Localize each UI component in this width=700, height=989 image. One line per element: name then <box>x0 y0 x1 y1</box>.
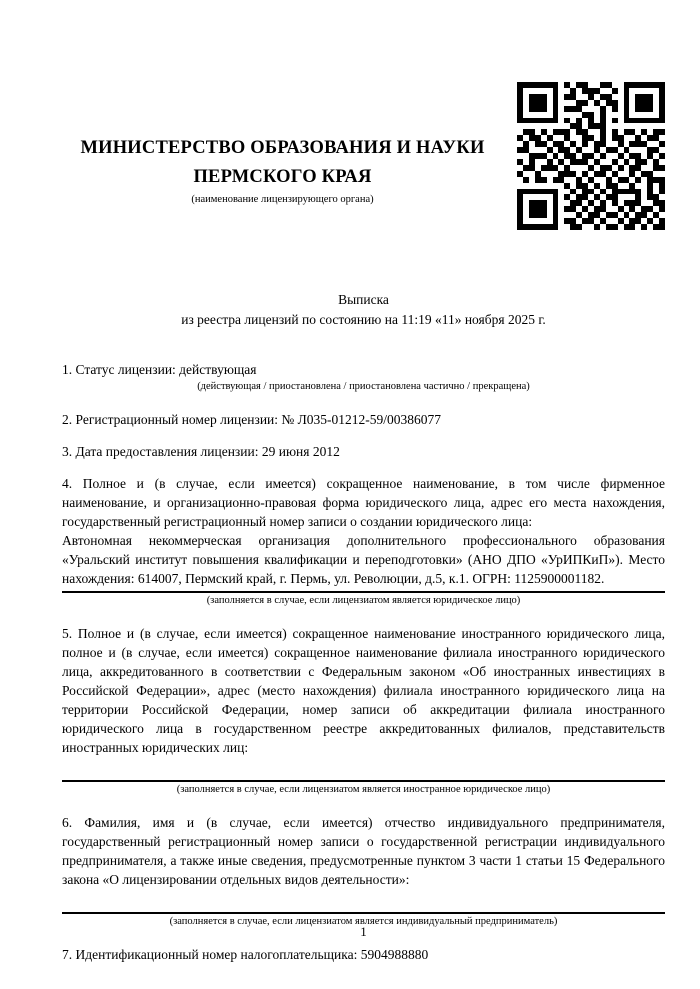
field-value: Автономная некоммерческая организация дополнительного профессионального образования «Уральский институт повышения квалификации и переподготовки» (АНО ДПО «УрИПКиП»). Место нахождения: 614007, Пермский край, г. Пермь, ул. Революции, д.5, к.1. ОГРН: 1125900001182. <box>62 533 665 587</box>
field-text: 5. Полное и (в случае, если имеется) сокращенное наименование иностранного юридического лица, полное и (в случае, если имеется) сокращенное наименование филиала иностранного юридического лица, аккредитованного в соответствии с Федеральным законом «Об иностранных инвестициях в Российской Федерации», адрес (место нахождения) филиала иностранного юридического лица на территории Российской Федерации, номер записи об аккредитации филиала иностранного юридического лица в государственном реестре аккредитованных филиалов, представительств иностранных юридических лиц: <box>62 626 665 756</box>
qr-code <box>517 82 665 230</box>
field-legal-entity <box>62 474 665 606</box>
field-license-date <box>62 442 665 461</box>
field-caption: (заполняется в случае, если лицензиатом является иностранное юридическое лицо) <box>176 784 551 796</box>
fill-in-rule <box>62 780 665 782</box>
field-registration-number <box>62 410 665 429</box>
page-number: 1 <box>360 924 367 939</box>
document-body <box>62 360 665 964</box>
field-text: 3. Дата предоставления лицензии: 29 июня 2012 <box>62 444 340 460</box>
fill-in-rule <box>62 912 665 914</box>
field-caption: (действующая / приостановлена / приостановлена частично / прекращена) <box>197 381 530 393</box>
field-text: 7. Идентификационный номер налогоплательщика: 5904988880 <box>62 947 429 963</box>
document-title-line1: Выписка <box>338 292 389 307</box>
field-text: 6. Фамилия, имя и (в случае, если имеется) отчество индивидуального предпринимателя, государственный регистрационный номер записи о государственной регистрации индивидуального предпринимателя, а также иные сведения, предусмотренные пунктом 3 части 1 статьи 15 Федерального закона «О лицензировании отдельных видов деятельности»: <box>62 815 665 888</box>
field-text: 4. Полное и (в случае, если имеется) сокращенное наименование, в том числе фирменное наименование, и организационно-правовая форма юридического лица, адрес его места нахождения, государственный регистрационный номер записи о создании юридического лица: <box>62 476 665 530</box>
licensing-authority-block <box>62 82 517 205</box>
field-taxpayer-number <box>62 945 665 964</box>
field-text: 1. Статус лицензии: действующая <box>62 362 257 378</box>
field-license-status <box>62 360 665 392</box>
field-caption: (заполняется в случае, если лицензиатом является индивидуальный предприниматель) <box>169 916 558 928</box>
field-foreign-entity <box>62 624 665 795</box>
licensing-authority-caption: (наименование лицензирующего органа) <box>191 194 374 206</box>
document-title <box>62 290 665 329</box>
field-individual-entrepreneur <box>62 813 665 927</box>
document-title-line2: из реестра лицензий по состоянию на 11:19 «11» ноября 2025 г. <box>181 311 546 327</box>
fill-in-rule <box>62 591 665 593</box>
licensing-authority-name: МИНИСТЕРСТВО ОБРАЗОВАНИЯ И НАУКИ ПЕРМСКОГО КРАЯ <box>80 138 485 187</box>
field-caption: (заполняется в случае, если лицензиатом является юридическое лицо) <box>206 595 521 607</box>
field-text: 2. Регистрационный номер лицензии: № Л035-01212-59/00386077 <box>62 412 442 428</box>
document-header <box>62 82 665 230</box>
